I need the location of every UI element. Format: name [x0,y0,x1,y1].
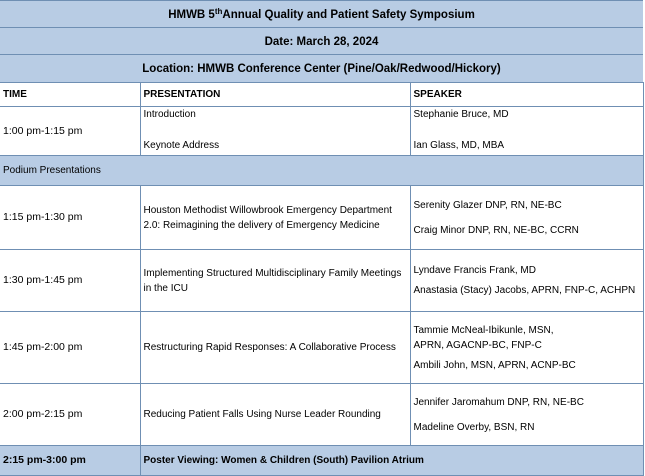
section-row [0,156,643,186]
column-header-presentation: PRESENTATION [140,83,410,107]
speaker-name: Stephanie Bruce, MD [413,109,509,120]
speaker-name: Madeline Overby, BSN, RN [413,421,535,433]
speaker-name: Ian Glass, MD, MBA [413,140,505,151]
presentation-cell: Houston Methodist Willowbrook Emergency Department 2.0: Reimagining the delivery of Emergency Medicine [140,186,410,250]
title-text: HMWB 5 [168,8,215,21]
presentation-cell: Implementing Structured Multidisciplinary Family Meetings in the ICU [140,250,410,312]
speaker-cell [410,384,643,446]
table-row [0,384,643,446]
speaker-name: Lyndave Francis Frank, MD [413,265,536,276]
location-text: Location: HMWB Conference Center (Pine/Oak/Redwood/Hickory) [142,62,501,75]
speaker-cell [410,250,643,312]
event-date [0,27,643,55]
speaker-name: Tammie McNeal-Ibikunle, MSN, APRN, AGACNP-BC, FNP-C [413,324,554,351]
table-row [0,250,643,312]
presentation-cell [140,107,410,156]
symposium-title [0,0,643,28]
column-header-time: TIME [0,83,140,107]
time-cell: 2:15 pm-3:00 pm [0,446,140,476]
presentation-cell: Poster Viewing: Women & Children (South) Pavilion Atrium [140,446,643,476]
column-header-speaker: SPEAKER [410,83,643,107]
section-label: Podium Presentations [0,156,643,186]
speaker-name: Jennifer Jaromahum DNP, RN, NE-BC [413,396,584,408]
title-superscript: th [214,7,223,16]
presentation-cell: Restructuring Rapid Responses: A Collaborative Process [140,312,410,384]
speaker-name: Craig Minor DNP, RN, NE-BC, CCRN [413,224,579,236]
schedule-table [0,82,644,476]
time-cell: 1:30 pm-1:45 pm [0,250,140,312]
time-cell: 1:15 pm-1:30 pm [0,186,140,250]
table-row [0,107,643,156]
event-location [0,54,643,82]
date-text: Date: March 28, 2024 [264,35,379,48]
table-header-row [0,83,643,107]
presentation-cell: Reducing Patient Falls Using Nurse Leader Rounding [140,384,410,446]
speaker-name: Serenity Glazer DNP, RN, NE-BC [413,199,562,211]
time-cell: 2:00 pm-2:15 pm [0,384,140,446]
table-row [0,446,643,476]
speaker-cell [410,186,643,250]
speaker-name: Ambili John, MSN, APRN, ACNP-BC [413,359,576,371]
presentation-title: Keynote Address [143,140,220,151]
speaker-cell [410,312,643,384]
table-row [0,312,643,384]
time-cell: 1:00 pm-1:15 pm [0,107,140,156]
table-row [0,186,643,250]
speaker-cell [410,107,643,156]
speaker-name: Anastasia (Stacy) Jacobs, APRN, FNP-C, ACHPN [413,285,636,296]
title-text-rest: Annual Quality and Patient Safety Symposium [222,8,475,21]
time-cell: 1:45 pm-2:00 pm [0,312,140,384]
presentation-title: Introduction [143,109,196,120]
